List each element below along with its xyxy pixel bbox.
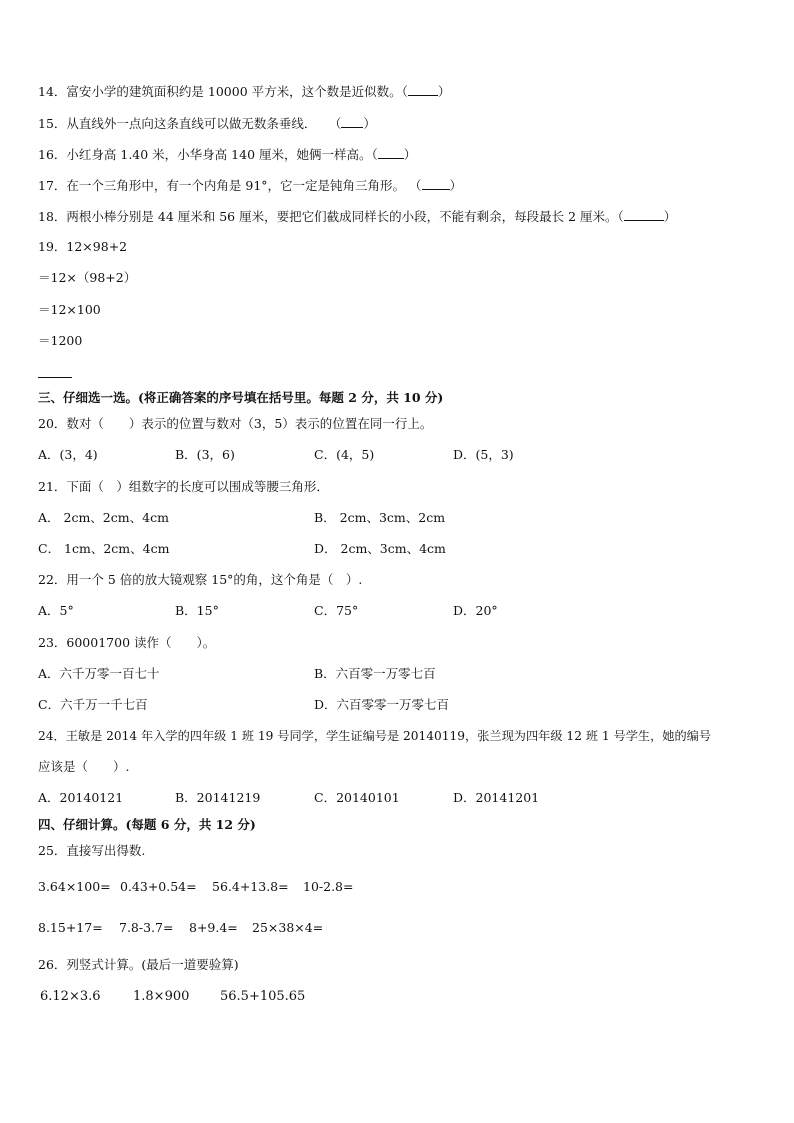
calc-item[interactable]: 3.64×100= (38, 879, 111, 894)
q22-option-b[interactable]: B．15° (175, 603, 219, 618)
question-20: 20．数对（ ）表示的位置与数对（3，5）表示的位置在同一行上。 (38, 416, 433, 431)
q24-option-a[interactable]: A．20140121 (38, 790, 124, 805)
question-19-line4: ＝1200 (38, 333, 83, 348)
calc-item[interactable]: 0.43+0.54= (120, 879, 197, 894)
answer-blank[interactable] (378, 146, 404, 159)
q20-option-b[interactable]: B．(3，6) (175, 447, 235, 462)
answer-blank[interactable] (408, 83, 438, 96)
q20-option-d[interactable]: D．(5，3) (453, 447, 514, 462)
q23-option-b[interactable]: B．六百零一万零七百 (314, 666, 436, 681)
question-17: 17．在一个三角形中，有一个内角是 91°，它一定是钝角三角形。 （ ） (38, 178, 463, 193)
q24-option-b[interactable]: B．20141219 (175, 790, 261, 805)
calc-item[interactable]: 8.15+17= (38, 920, 103, 935)
q24-option-d[interactable]: D．20141201 (453, 790, 540, 805)
question-24-line2: 应该是（ ）. (38, 759, 130, 774)
vertical-calc-item[interactable]: 6.12×3.6 (40, 989, 101, 1004)
question-19-line1: 19．12×98+2 (38, 239, 128, 254)
question-21: 21．下面（ ）组数字的长度可以围成等腰三角形． (38, 479, 329, 494)
question-22: 22．用一个 5 倍的放大镜观察 15°的角，这个角是（ ）. (38, 572, 363, 587)
q23-option-a[interactable]: A．六千万零一百七十 (38, 666, 160, 681)
question-18: 18．两根小棒分别是 44 厘米和 56 厘米，要把它们截成同样长的小段，不能有剩余，每段最长 2 厘米。（ ） (38, 209, 677, 224)
section-3-heading: 三、仔细选一选。(将正确答案的序号填在括号里。每题 2 分，共 10 分) (38, 390, 444, 405)
q20-option-a[interactable]: A．(3，4) (38, 447, 98, 462)
answer-blank[interactable] (341, 115, 363, 128)
question-24-line1: 24．王敏是 2014 年入学的四年级 1 班 19 号同学，学生证编号是 20140119，张兰现为四年级 12 班 1 号学生，她的编号 (38, 729, 712, 743)
question-23: 23．60001700 读作（ ）。 (38, 635, 216, 650)
section-4-heading: 四、仔细计算。(每题 6 分，共 12 分) (38, 817, 256, 832)
q21-option-d[interactable]: D． 2cm、3cm、4cm (314, 541, 446, 556)
calc-item[interactable]: 10-2.8= (303, 879, 354, 894)
question-15: 15．从直线外一点向这条直线可以做无数条垂线． （ ） (38, 116, 376, 131)
calc-item[interactable]: 8+9.4= (189, 920, 238, 935)
question-19-line3: ＝12×100 (38, 302, 101, 317)
q22-option-c[interactable]: C．75° (314, 603, 359, 618)
q21-option-b[interactable]: B． 2cm、3cm、2cm (314, 510, 446, 525)
q23-option-d[interactable]: D．六百零零一万零七百 (314, 697, 450, 712)
q22-option-a[interactable]: A．5° (38, 603, 74, 618)
q23-option-c[interactable]: C．六千万一千七百 (38, 697, 148, 712)
q21-option-a[interactable]: A． 2cm、2cm、4cm (38, 510, 169, 525)
calc-item[interactable]: 25×38×4= (252, 920, 324, 935)
answer-blank-19[interactable] (38, 377, 72, 378)
question-14: 14．富安小学的建筑面积约是 10000 平方米，这个数是近似数。（ ） (38, 84, 451, 99)
answer-blank[interactable] (422, 177, 450, 190)
question-16: 16．小红身高 1.40 米，小华身高 140 厘米，她俩一样高。（ ） (38, 147, 417, 162)
vertical-calc-item[interactable]: 56.5+105.65 (220, 989, 306, 1004)
q21-option-c[interactable]: C． 1cm、2cm、4cm (38, 541, 170, 556)
q24-option-c[interactable]: C．20140101 (314, 790, 400, 805)
question-25: 25．直接写出得数. (38, 843, 146, 858)
vertical-calc-item[interactable]: 1.8×900 (133, 989, 190, 1004)
question-26: 26．列竖式计算。(最后一道要验算) (38, 957, 239, 972)
q20-option-c[interactable]: C．(4，5) (314, 447, 375, 462)
q22-option-d[interactable]: D．20° (453, 603, 498, 618)
answer-blank[interactable] (624, 208, 664, 221)
calc-item[interactable]: 7.8-3.7= (119, 920, 174, 935)
question-19-line2: ＝12×（98+2） (38, 270, 137, 285)
calc-item[interactable]: 56.4+13.8= (212, 879, 289, 894)
